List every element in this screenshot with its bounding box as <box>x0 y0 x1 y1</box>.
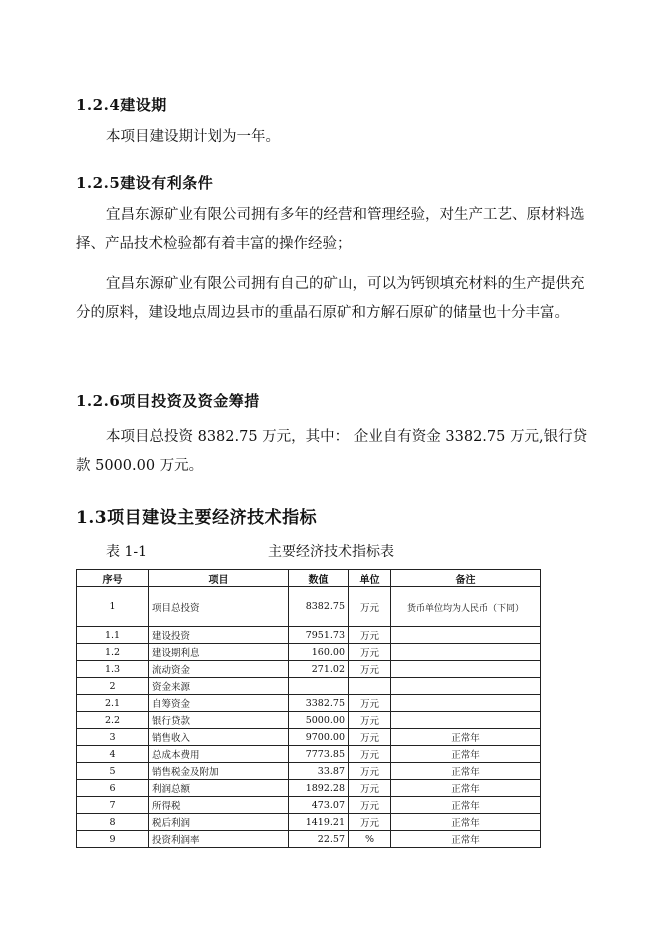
row-unit: 万元 <box>349 763 391 780</box>
row-value: 1892.28 <box>289 780 349 797</box>
row-no: 1 <box>77 587 149 627</box>
row-note: 正常年 <box>391 763 541 780</box>
row-value: 160.00 <box>289 644 349 661</box>
row-item: 总成本费用 <box>149 746 289 763</box>
row-no: 8 <box>77 814 149 831</box>
row-unit: % <box>349 831 391 848</box>
row-value: 5000.00 <box>289 712 349 729</box>
row-no: 7 <box>77 797 149 814</box>
row-value: 7951.73 <box>289 627 349 644</box>
row-value: 22.57 <box>289 831 349 848</box>
table-row <box>77 746 541 763</box>
row-unit: 万元 <box>349 797 391 814</box>
table-row <box>77 644 541 661</box>
row-item: 建设投资 <box>149 627 289 644</box>
table-row <box>77 678 541 695</box>
row-note <box>391 695 541 712</box>
row-item: 银行贷款 <box>149 712 289 729</box>
row-unit: 万元 <box>349 780 391 797</box>
row-no: 4 <box>77 746 149 763</box>
row-no: 5 <box>77 763 149 780</box>
row-note: 正常年 <box>391 797 541 814</box>
row-value: 9700.00 <box>289 729 349 746</box>
row-note: 正常年 <box>391 831 541 848</box>
table-header-row <box>77 570 541 587</box>
row-item: 销售税金及附加 <box>149 763 289 780</box>
row-note: 货币单位均为人民币（下同） <box>391 587 541 627</box>
economic-indicators-table <box>76 569 541 848</box>
table-row <box>77 763 541 780</box>
row-note: 正常年 <box>391 780 541 797</box>
heading-1-2-4: 1.2.4建设期 <box>76 96 167 114</box>
row-item: 利润总额 <box>149 780 289 797</box>
header-note: 备注 <box>391 570 541 587</box>
row-no: 2.1 <box>77 695 149 712</box>
row-value: 3382.75 <box>289 695 349 712</box>
heading-1-2-6: 1.2.6项目投资及资金筹措 <box>76 392 260 410</box>
row-unit: 万元 <box>349 814 391 831</box>
row-item: 投资利润率 <box>149 831 289 848</box>
row-note: 正常年 <box>391 729 541 746</box>
row-unit: 万元 <box>349 587 391 627</box>
heading-1-3: 1.3项目建设主要经济技术指标 <box>76 508 318 528</box>
row-note <box>391 661 541 678</box>
table-row <box>77 627 541 644</box>
row-value: 7773.85 <box>289 746 349 763</box>
row-unit: 万元 <box>349 627 391 644</box>
row-unit: 万元 <box>349 661 391 678</box>
row-item: 所得税 <box>149 797 289 814</box>
construction-period-text: 本项目建设期计划为一年。 <box>106 129 280 145</box>
row-no: 6 <box>77 780 149 797</box>
header-item: 项目 <box>149 570 289 587</box>
row-item: 项目总投资 <box>149 587 289 627</box>
row-note <box>391 627 541 644</box>
row-unit <box>349 678 391 695</box>
row-no: 3 <box>77 729 149 746</box>
heading-1-2-5: 1.2.5建设有利条件 <box>76 174 214 192</box>
row-item: 自筹资金 <box>149 695 289 712</box>
row-value: 33.87 <box>289 763 349 780</box>
row-note <box>391 644 541 661</box>
table-row <box>77 780 541 797</box>
row-no: 1.1 <box>77 627 149 644</box>
row-value: 1419.21 <box>289 814 349 831</box>
favorable-conditions-para-2: 宜昌东源矿业有限公司拥有自己的矿山，可以为钙钡填充材料的生产提供充分的原料，建设地点周边县市的重晶石原矿和方解石原矿的储量也十分丰富。 <box>76 276 585 321</box>
row-no: 2.2 <box>77 712 149 729</box>
row-value: 473.07 <box>289 797 349 814</box>
row-item: 建设期利息 <box>149 644 289 661</box>
table-row <box>77 814 541 831</box>
row-note <box>391 712 541 729</box>
row-unit: 万元 <box>349 644 391 661</box>
header-value: 数值 <box>289 570 349 587</box>
investment-text: 本项目总投资 8382.75 万元，其中： 企业自有资金 3382.75 万元,银行贷款 5000.00 万元。 <box>76 429 588 474</box>
row-value <box>289 678 349 695</box>
row-no: 1.2 <box>77 644 149 661</box>
header-unit: 单位 <box>349 570 391 587</box>
row-no: 1.3 <box>77 661 149 678</box>
table-row <box>77 695 541 712</box>
row-no: 2 <box>77 678 149 695</box>
row-no: 9 <box>77 831 149 848</box>
table-row <box>77 587 541 627</box>
table-caption-title: 主要经济技术指标表 <box>268 544 394 560</box>
table-row <box>77 729 541 746</box>
row-item: 销售收入 <box>149 729 289 746</box>
row-note: 正常年 <box>391 746 541 763</box>
row-item: 资金来源 <box>149 678 289 695</box>
table-row <box>77 797 541 814</box>
header-no: 序号 <box>77 570 149 587</box>
row-value: 271.02 <box>289 661 349 678</box>
row-note: 正常年 <box>391 814 541 831</box>
favorable-conditions-para-1: 宜昌东源矿业有限公司拥有多年的经营和管理经验，对生产工艺、原材料选择、产品技术检验都有着丰富的操作经验； <box>76 207 585 252</box>
table-caption-id: 表 1-1 <box>106 544 147 560</box>
row-unit: 万元 <box>349 746 391 763</box>
row-unit: 万元 <box>349 729 391 746</box>
row-item: 税后利润 <box>149 814 289 831</box>
row-item: 流动资金 <box>149 661 289 678</box>
row-unit: 万元 <box>349 695 391 712</box>
row-note <box>391 678 541 695</box>
row-unit: 万元 <box>349 712 391 729</box>
table-row <box>77 661 541 678</box>
table-row <box>77 712 541 729</box>
table-row <box>77 831 541 848</box>
row-value: 8382.75 <box>289 587 349 627</box>
